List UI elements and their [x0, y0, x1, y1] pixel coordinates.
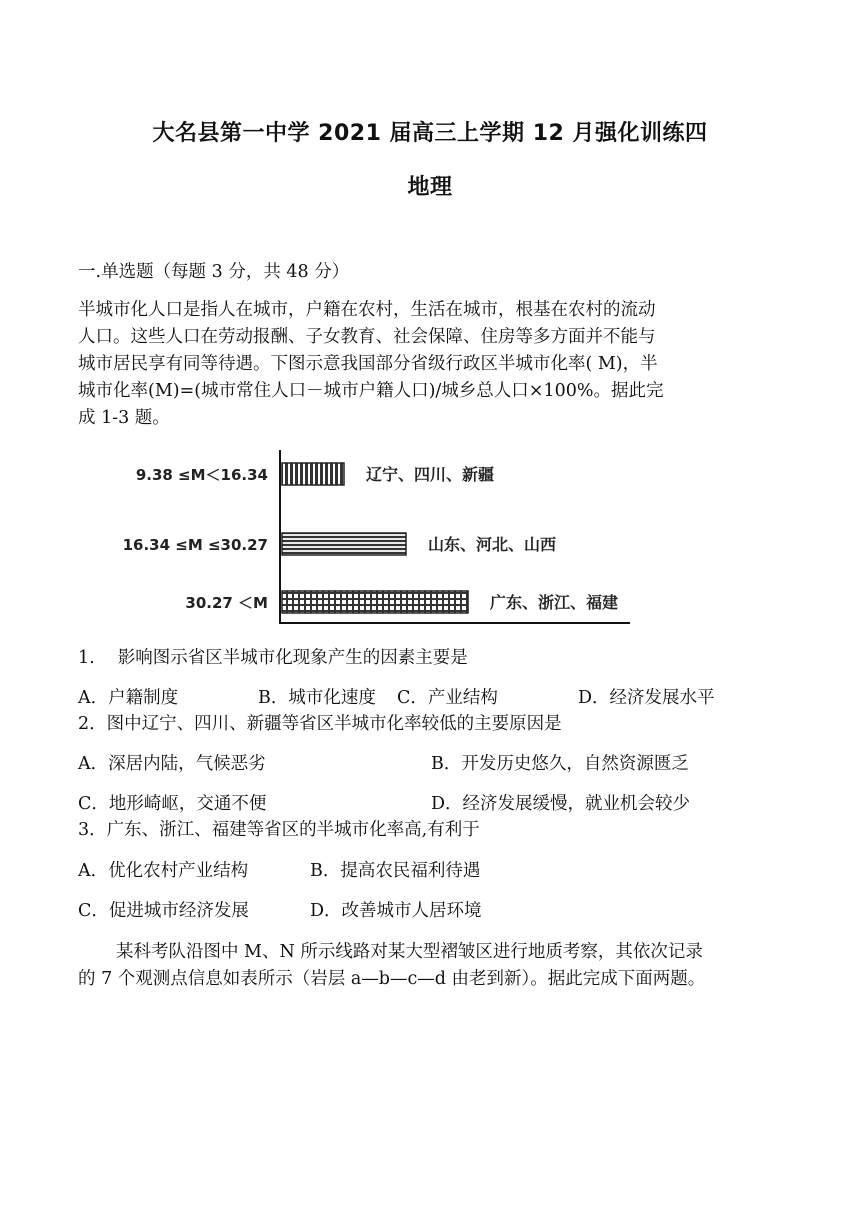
- intro-line: 半城市化人口是指人在城市，户籍在农村，生活在城市，根基在农村的流动: [78, 300, 656, 320]
- intro-line: 成 1-3 题。: [78, 408, 170, 428]
- document-title: 大名县第一中学 2021 届高三上学期 12 月强化训练四: [152, 121, 708, 146]
- intro-line: 城市化率(M)=(城市常住人口－城市户籍人口)/城乡总人口×100%。据此完: [78, 381, 664, 401]
- question-stem: 2．图中辽宁、四川、新疆等省区半城市化率较低的主要原因是: [78, 714, 562, 734]
- option-c: C．产业结构: [397, 688, 498, 708]
- bar: [282, 463, 344, 485]
- bar: [282, 591, 468, 613]
- bar-data-label: 山东、河北、山西: [428, 535, 557, 554]
- option-c: C．地形崎岖，交通不便: [78, 794, 267, 814]
- option-b: B．开发历史悠久，自然资源匮乏: [431, 754, 689, 774]
- option-c: C．促进城市经济发展: [78, 901, 249, 921]
- option-b: B．提高农民福利待遇: [310, 861, 481, 881]
- section-heading: 一.单选题（每题 3 分，共 48 分）: [78, 262, 350, 282]
- option-d: D．经济发展水平: [578, 688, 715, 708]
- option-b: B．城市化速度: [258, 688, 376, 708]
- bar-chart: [100, 448, 680, 628]
- intro-line: 人口。这些人口在劳动报酬、子女教育、社会保障、住房等多方面并不能与: [78, 327, 656, 347]
- option-a: A．深居内陆，气候恶劣: [78, 754, 266, 774]
- question-stem: 1. 影响图示省区半城市化现象产生的因素主要是: [78, 648, 468, 668]
- subject-title: 地理: [407, 175, 453, 200]
- option-d: D．经济发展缓慢，就业机会较少: [431, 794, 691, 814]
- category-label: 9.38 ≤M＜16.34: [135, 466, 268, 484]
- passage-line: 的 7 个观测点信息如表所示（岩层 a—b—c—d 由老到新）。据此完成下面两题。: [78, 969, 706, 989]
- bar-data-label: 广东、浙江、福建: [490, 593, 619, 612]
- question-stem: 3．广东、浙江、福建等省区的半城市化率高,有利于: [78, 820, 480, 840]
- option-a: A．户籍制度: [78, 688, 179, 708]
- passage-line: 某科考队沿图中 M、N 所示线路对某大型褶皱区进行地质考察，其依次记录: [116, 942, 703, 962]
- intro-line: 城市居民享有同等待遇。下图示意我国部分省级行政区半城市化率( M)，半: [78, 354, 658, 374]
- bar-data-label: 辽宁、四川、新疆: [366, 465, 495, 484]
- option-d: D．改善城市人居环境: [310, 901, 482, 921]
- bar: [282, 533, 406, 555]
- category-label: 16.34 ≤M ≤30.27: [122, 536, 268, 554]
- category-label: 30.27 ＜M: [185, 594, 268, 612]
- option-a: A．优化农村产业结构: [78, 861, 249, 881]
